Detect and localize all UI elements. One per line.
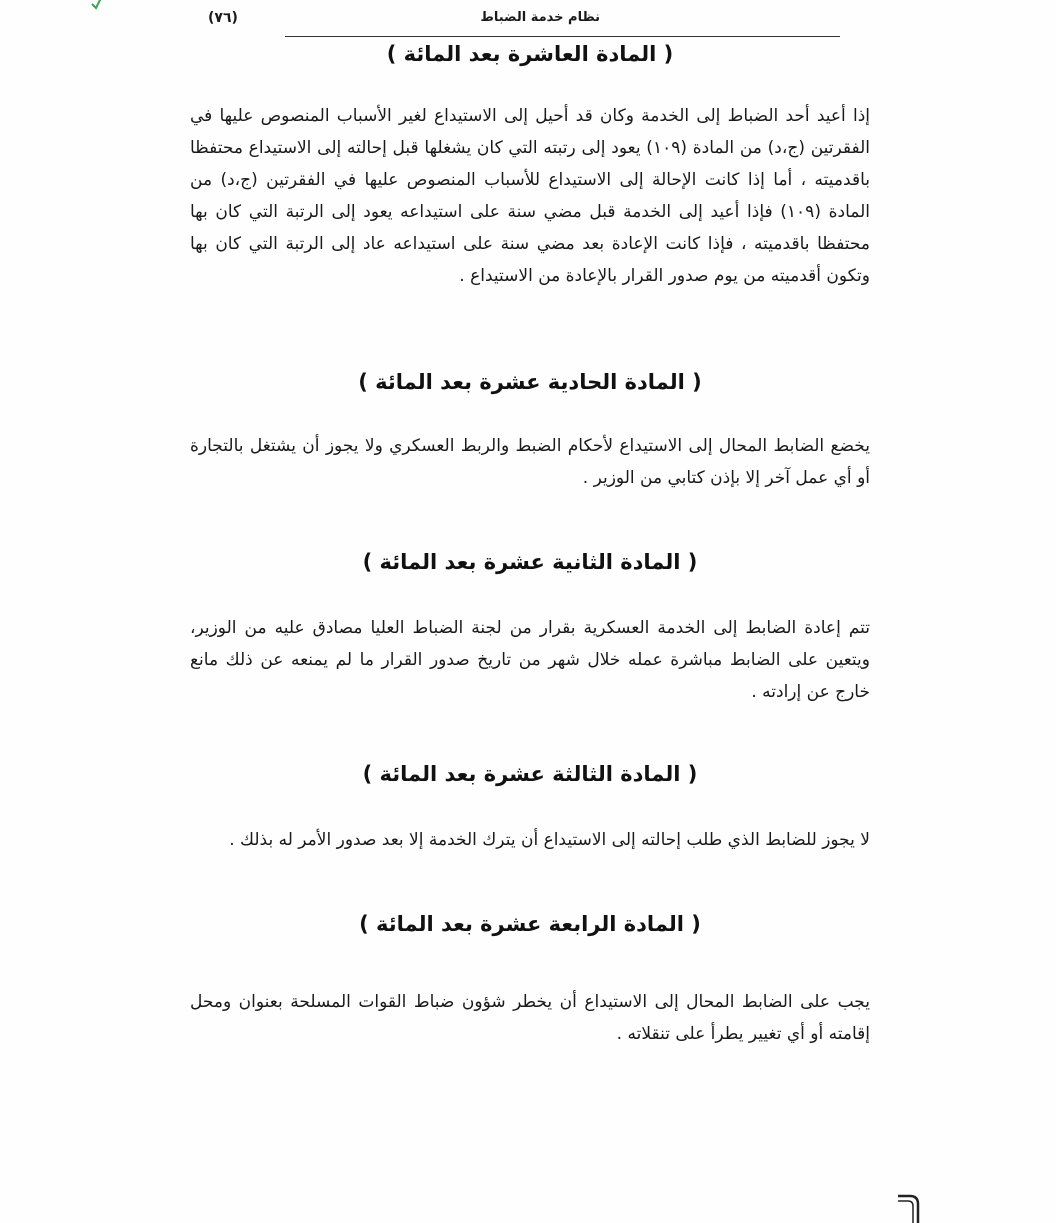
page-number: (٧٦) (208, 10, 238, 26)
article-111-heading: ( المادة الحادية عشرة بعد المائة ) (358, 370, 702, 394)
article-113-heading: ( المادة الثالثة عشرة بعد المائة ) (362, 762, 698, 786)
article-111-body: يخضع الضابط المحال إلى الاستيداع لأحكام الضبط والربط العسكري ولا يجوز أن يشتغل بالتجارة أو أي عمل آخر إلا بإذن كتابي من الوزير . (190, 436, 870, 488)
running-header-title: نظام خدمة الضباط (480, 10, 600, 25)
article-110-heading: ( المادة العاشرة بعد المائة ) (386, 42, 674, 66)
page-corner-bracket (896, 1192, 924, 1223)
running-header (190, 8, 840, 36)
article-114-heading: ( المادة الرابعة عشرة بعد المائة ) (359, 912, 701, 936)
corner-check-mark (90, 0, 104, 10)
article-114-body: يجب على الضابط المحال إلى الاستيداع أن يخطر شؤون ضباط القوات المسلحة بعنوان ومحل إقامته أو أي تغيير يطرأ على تنقلاته . (190, 992, 870, 1044)
article-113-body: لا يجوز للضابط الذي طلب إحالته إلى الاستيداع أن يترك الخدمة إلا بعد صدور الأمر له بذلك . (229, 830, 870, 850)
article-110-body: إذا أعيد أحد الضباط إلى الخدمة وكان قد أحيل إلى الاستيداع لغير الأسباب المنصوص عليها في الفقرتين (ج،د) من المادة (١٠٩) يعود إلى رتبته التي كان يشغلها قبل إحالته إلى الاستيداع محتفظا باقدميته ، أما إذا كانت الإحالة إلى الاستيداع للأسباب المنصوص عليها في الفقرتين (ج،د) من المادة (١٠٩) فإذا أعيد إلى الخدمة قبل مضي سنة على استيداعه يعود إلى الرتبة التي كان بها محتفظا باقدميته ، فإذا كانت الإعادة بعد مضي سنة على استيداعه عاد إلى الرتبة التي كان بها وتكون أقدميته من يوم صدور القرار بالإعادة من الاستيداع . (190, 106, 870, 286)
header-divider (285, 36, 840, 37)
article-112-body: تتم إعادة الضابط إلى الخدمة العسكرية بقرار من لجنة الضباط العليا مصادق عليه من الوزير، ويتعين على الضابط مباشرة عمله خلال شهر من تاريخ صدور القرار ما لم يمنعه عن ذلك مانع خارج عن إرادته . (190, 618, 870, 702)
article-112-heading: ( المادة الثانية عشرة بعد المائة ) (362, 550, 698, 574)
